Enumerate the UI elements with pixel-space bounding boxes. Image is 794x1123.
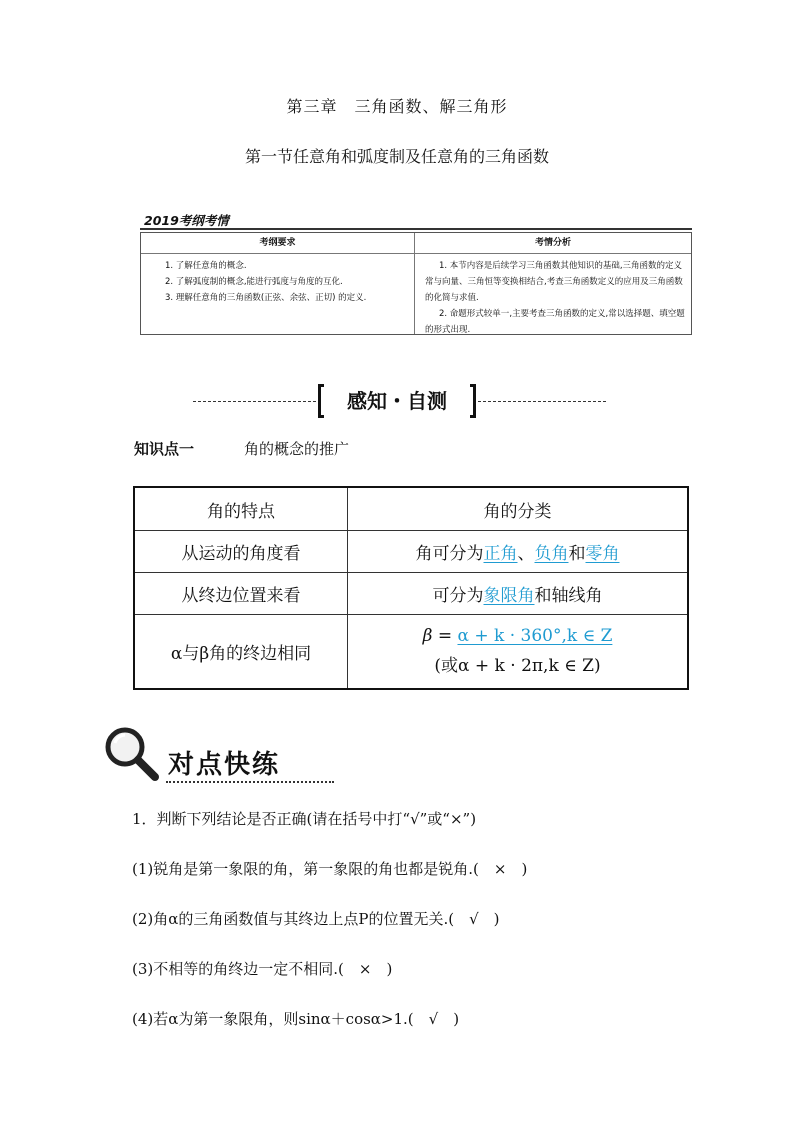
requirements-list [141,254,414,306]
cell-text: 可分为 [432,585,484,606]
analysis-paragraph: 1. 本节内容是后续学习三角函数其他知识的基础,三角函数的定义常与向量、三角恒等变换相结合,考查三角函数定义的应用及三角函数的化简与求值. [425,261,683,303]
answer-fill: 零角 [585,543,620,564]
analysis-paragraph: 2. 命题形式较单一,主要考查三角函数的定义,常以选择题、填空题的形式出现. [425,309,685,335]
cell-text: 、 [517,543,535,564]
table-header-cell: 角的分类 [483,501,552,522]
analysis-text [415,254,691,338]
answer-fill: 负角 [534,543,569,564]
table-header-cell: 角的特点 [135,488,348,530]
banner-bracket-left [318,384,324,418]
formula-lhs: β [422,626,433,646]
angle-concept-table [133,486,689,690]
exam-box-tag: 2019考纲考情 [144,213,229,228]
table-cell [348,614,687,688]
answer-fill: 正角 [483,543,518,564]
table-cell: 从运动的角度看 [135,530,348,572]
formula-line [423,621,613,651]
table-row [135,614,687,688]
requirement-item: 1. 了解任意角的概念. [165,261,247,271]
formula-eq: = [432,626,458,646]
quick-practice-title: 对点快练 [168,750,281,780]
magnifier-icon [101,723,161,783]
chapter-title: 第三章 三角函数、解三角形 [286,97,508,116]
exam-outline-table [140,232,692,335]
requirement-item: 3. 理解任意角的三角函数(正弦、余弦、正切) 的定义. [165,293,367,303]
question-item: (1)锐角是第一象限的角，第一象限的角也都是锐角.( × ) [132,860,528,878]
analysis-column [415,233,691,334]
requirements-header: 考纲要求 [141,233,414,254]
table-header-row [135,488,687,531]
table-cell: 从终边位置来看 [135,572,348,614]
table-cell [348,530,687,572]
table-cell [348,572,687,614]
question-item: (4)若α为第一象限角，则sinα＋cosα>1.( √ ) [132,1010,460,1028]
requirement-item: 2. 了解弧度制的概念,能进行弧度与角度的互化. [165,277,343,287]
banner-dash-left [193,401,316,402]
exam-box-divider [140,228,692,230]
section-banner [318,384,476,418]
knowledge-point-title: 角的概念的推广 [244,440,350,458]
table-row [135,572,687,615]
cell-text: 和 [568,543,586,564]
requirements-column [141,233,415,334]
formula-line-alt: (或α + k · 2π,k ∈ Z) [434,656,601,676]
knowledge-point-label: 知识点一 [134,440,195,458]
question-item: (2)角α的三角函数值与其终边上点P的位置无关.( √ ) [132,910,500,928]
answer-fill: 象限角 [483,585,535,606]
banner-label: 感知・自测 [347,389,447,413]
question-item: (3)不相等的角终边一定不相同.( × ) [132,960,393,978]
cell-text: 角可分为 [415,543,484,564]
question-intro: 1．判断下列结论是否正确(请在括号中打“√”或“×”) [132,810,477,828]
section-title: 第一节任意角和弧度制及任意角的三角函数 [244,147,549,166]
table-cell: α与β角的终边相同 [135,614,348,688]
quick-practice-underline [166,781,334,783]
analysis-header: 考情分析 [415,233,691,254]
answer-fill: α + k · 360°,k ∈ Z [457,626,613,646]
table-row [135,530,687,573]
banner-bracket-right [470,384,476,418]
cell-text: 和轴线角 [534,585,603,606]
banner-dash-right [478,401,606,402]
